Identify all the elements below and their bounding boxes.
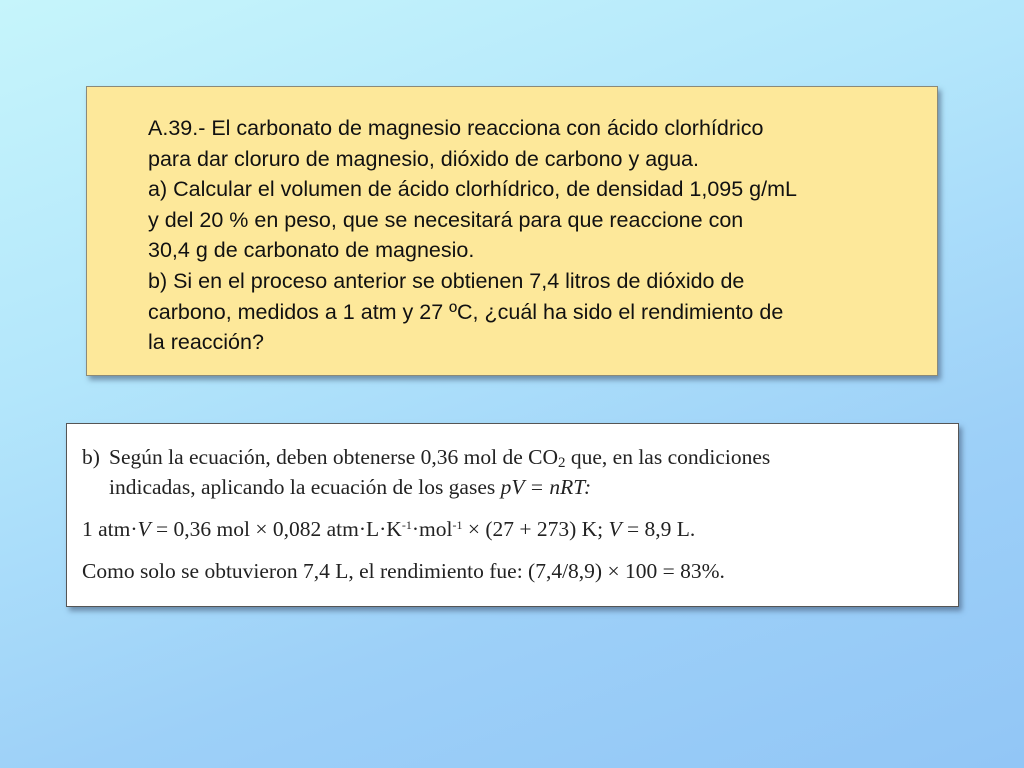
solution-label: b) bbox=[82, 445, 100, 469]
solution-line-2 bbox=[82, 472, 948, 502]
solution-line-2-text: indicadas, aplicando la ecuación de los gases bbox=[109, 475, 501, 499]
gas-law-formula: pV = nRT: bbox=[500, 475, 592, 499]
problem-line-8: la reacción? bbox=[148, 330, 264, 355]
calc-part-c: ·mol bbox=[411, 517, 453, 541]
calc-exponent-2: -1 bbox=[452, 518, 463, 532]
calc-result: = 8,9 L. bbox=[621, 517, 696, 541]
problem-line-1: A.39.- El carbonato de magnesio reacciona con ácido clorhídrico bbox=[148, 116, 764, 140]
solution-line-1-end: que, en las condiciones bbox=[565, 445, 771, 469]
calc-volume-symbol: V bbox=[137, 517, 151, 541]
co2-subscript: 2 bbox=[557, 455, 566, 471]
problem-line-4: y del 20 % en peso, que se necesitará para que reaccione con bbox=[148, 207, 744, 232]
problem-line-2: para dar cloruro de magnesio, dióxido de carbono y agua. bbox=[148, 146, 699, 171]
problem-line-6: b) Si en el proceso anterior se obtienen 7,4 litros de dióxido de bbox=[148, 268, 745, 293]
problem-line-3: a) Calcular el volumen de ácido clorhídrico, de densidad 1,095 g/mL bbox=[148, 177, 797, 202]
solution-line-4: Como solo se obtuvieron 7,4 L, el rendimiento fue: (7,4/8,9) × 100 = 83%. bbox=[82, 559, 725, 583]
solution-line-3 bbox=[82, 514, 948, 544]
calc-volume-symbol-2: V bbox=[608, 517, 622, 541]
calc-part-b: = 0,36 mol × 0,082 atm·L·K bbox=[150, 517, 402, 541]
problem-statement-box bbox=[86, 86, 938, 376]
solution-box bbox=[66, 423, 959, 607]
calc-exponent-1: -1 bbox=[401, 518, 412, 532]
calc-part-a: 1 atm· bbox=[82, 517, 138, 541]
solution-line-1-text: Según la ecuación, deben obtenerse 0,36 mol de CO bbox=[109, 445, 558, 469]
problem-line-7: carbono, medidos a 1 atm y 27 ºC, ¿cuál ha sido el rendimiento de bbox=[148, 299, 784, 324]
solution-line-1 bbox=[82, 442, 948, 472]
problem-line-5: 30,4 g de carbonato de magnesio. bbox=[148, 238, 475, 263]
calc-part-d: × (27 + 273) K; bbox=[462, 517, 609, 541]
